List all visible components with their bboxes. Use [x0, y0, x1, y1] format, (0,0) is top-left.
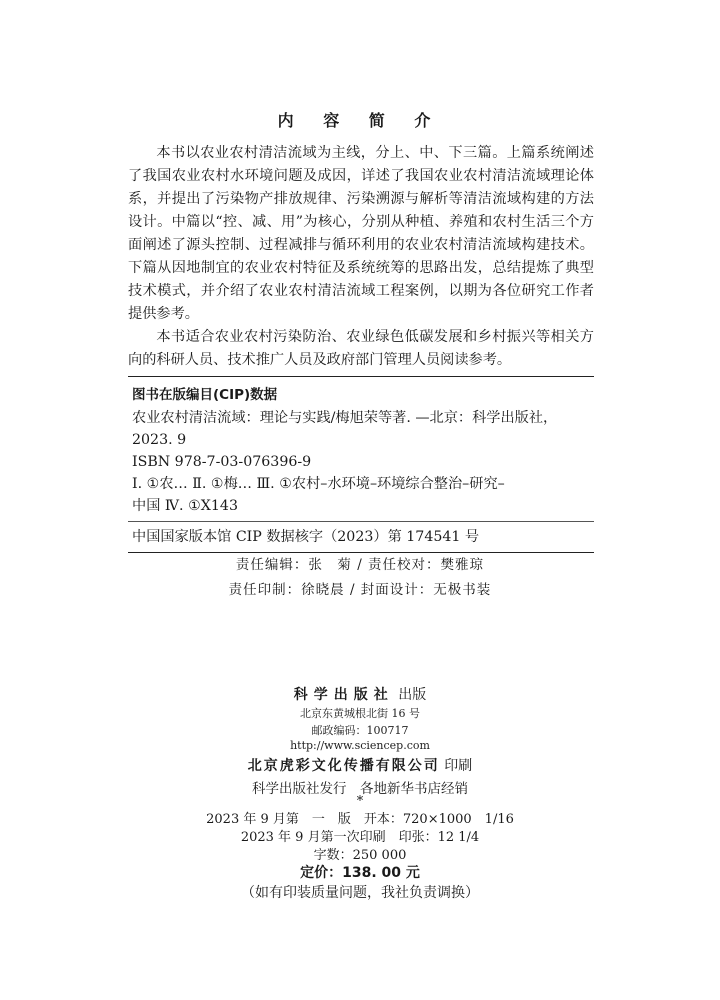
publisher-address: 北京东黄城根北街 16 号 — [300, 707, 420, 720]
printer-name: 北京虎彩文化传播有限公司 — [247, 758, 440, 774]
quality-notice: （如有印装质量问题，我社负责调换） — [241, 885, 479, 901]
publisher-url: http://www.sciencep.com — [290, 739, 430, 752]
cip-date-line: 2023. 9 — [132, 432, 187, 448]
staff-line-editor: 责任编辑：张 菊 / 责任校对：樊雅琼 — [235, 557, 485, 573]
cip-block — [128, 376, 594, 553]
publisher-suffix: 出版 — [398, 687, 427, 703]
separator-star: * — [356, 794, 364, 809]
cip-classification-2: 中国 Ⅳ. ①X143 — [132, 498, 238, 514]
staff-line-printing: 责任印制：徐晓晨 / 封面设计：无极书装 — [228, 582, 492, 598]
printer-suffix: 印刷 — [444, 758, 473, 774]
price: 定价：138. 00 元 — [300, 865, 420, 881]
cip-data-code: 中国国家版本馆 CIP 数据核字（2023）第 174541 号 — [132, 529, 480, 545]
cip-classification-1: Ⅰ. ①农… Ⅱ. ①梅… Ⅲ. ①农村–水环境–环境综合整治–研究– — [132, 476, 505, 492]
printer-line — [0, 755, 720, 775]
publisher-line — [0, 684, 720, 704]
edition-line: 2023 年 9 月第 一 版 开本：720×1000 1/16 — [206, 812, 514, 827]
publisher-name: 科学出版社 — [293, 687, 394, 703]
publisher-zip: 邮政编码：100717 — [311, 724, 409, 737]
cip-heading: 图书在版编目(CIP)数据 — [132, 387, 278, 403]
cip-title-line: 农业农村清洁流域：理论与实践/梅旭荣等著. —北京：科学出版社， — [132, 410, 558, 426]
printing-line: 2023 年 9 月第一次印刷 印张：12 1/4 — [240, 830, 480, 845]
distribution-line: 科学出版社发行 各地新华书店经销 — [252, 781, 468, 797]
summary-paragraph-2: 本书适合农业农村污染防治、农业绿色低碳发展和乡村振兴等相关方向的科研人员、技术推广人员及政府部门管理人员阅读参考。 — [128, 329, 594, 368]
summary-paragraph-1: 本书以农业农村清洁流域为主线，分上、中、下三篇。上篇系统阐述了我国农业农村水环境问题及成因，详述了我国农业农村清洁流域理论体系，并提出了污染物产排放规律、污染溯源与解析等清洁流域构建的方法设计。中篇以“控、减、用”为核心，分别从种植、养殖和农村生活三个方面阐述了源头控制、过程减排与循环利用的农业农村清洁流域构建技术。下篇从因地制宜的农业农村特征及系统统筹的思路出发，总结提炼了典型技术模式，并介绍了农业农村清洁流域工程案例，以期为各位研究工作者提供参考。 — [128, 145, 594, 322]
summary-section — [128, 142, 594, 372]
cip-isbn: ISBN 978-7-03-076396-9 — [132, 454, 312, 470]
word-count: 字数：250 000 — [313, 848, 407, 863]
page-title: 内 容 简 介 — [277, 111, 443, 130]
